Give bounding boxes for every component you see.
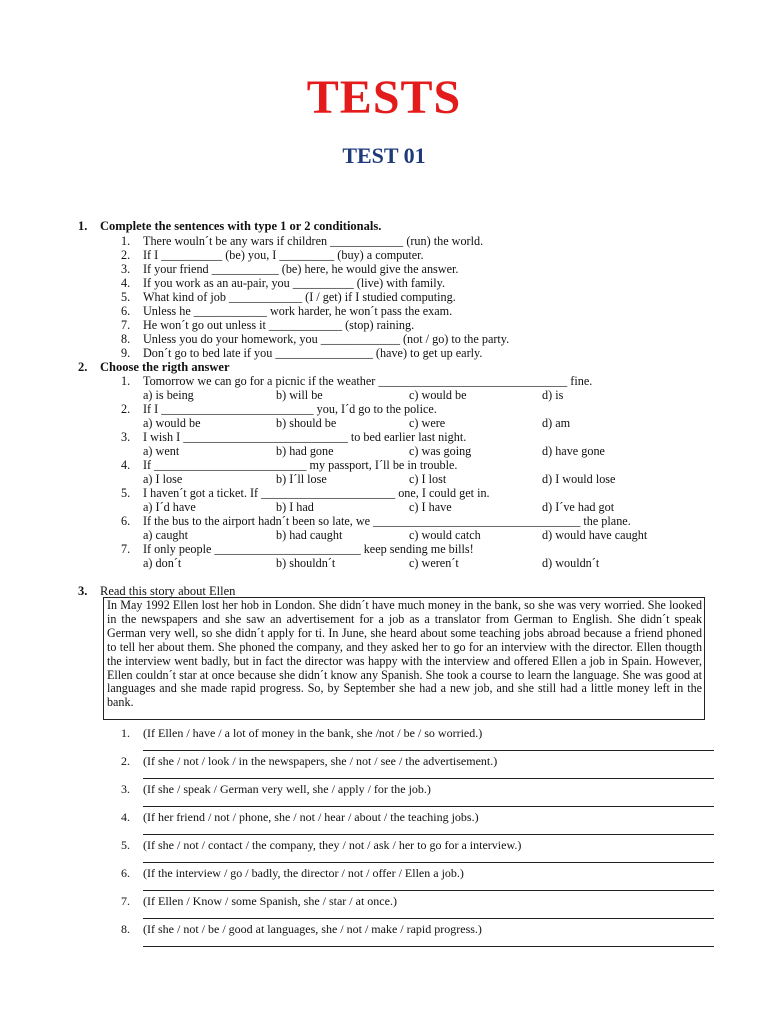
answer-line[interactable] — [143, 862, 714, 863]
rewrite-item: 5. (If she / not / contact / the company, they / not / ask / her to go for a interview.) — [121, 838, 522, 852]
exercise-1-item: 8. Unless you do your homework, you _____________ (not / go) to the party. — [121, 332, 510, 346]
answer-option: b) should be — [276, 416, 337, 430]
answer-option: b) will be — [276, 388, 323, 402]
rewrite-item: 6. (If the interview / go / badly, the director / not / offer / Ellen a job.) — [121, 866, 464, 880]
answer-option: d) is — [542, 388, 564, 402]
answer-option: b) shouldn´t — [276, 556, 336, 570]
answer-line[interactable] — [143, 946, 714, 947]
rewrite-item: 7. (If Ellen / Know / some Spanish, she / star / at once.) — [121, 894, 397, 908]
exercise-1-item: 1. There wouln´t be any wars if children ____________ (run) the world. — [121, 234, 484, 248]
answer-option: c) weren´t — [409, 556, 459, 570]
rewrite-item: 3. (If she / speak / German very well, she / apply / for the job.) — [121, 782, 431, 796]
answer-option: a) I´d have — [143, 500, 196, 514]
exercise-1-item: 7. He won´t go out unless it ____________ (stop) raining. — [121, 318, 415, 332]
answer-option: a) is being — [143, 388, 194, 402]
answer-option: d) I would lose — [542, 472, 616, 486]
exercise-2-question: 4. If _________________________ my passport, I´ll be in trouble. — [121, 458, 458, 472]
section-title: Choose the rigth answer — [100, 360, 230, 374]
exercise-1-item: 5. What kind of job ____________ (I / get) if I studied computing. — [121, 290, 456, 304]
answer-option: b) I had — [276, 500, 314, 514]
answer-option: d) would have caught — [542, 528, 648, 542]
answer-line[interactable] — [143, 778, 714, 779]
answer-option: c) I lost — [409, 472, 447, 486]
answer-option: a) I lose — [143, 472, 183, 486]
section-number: 2. — [78, 360, 88, 374]
answer-line[interactable] — [143, 806, 714, 807]
answer-option: c) would catch — [409, 528, 481, 542]
section-title: Read this story about Ellen — [100, 584, 236, 598]
rewrite-item: 2. (If she / not / look / in the newspapers, she / not / see / the advertisement.) — [121, 754, 498, 768]
answer-option: c) would be — [409, 388, 467, 402]
section-2-heading — [78, 360, 230, 375]
exercise-2-question: 7. If only people ________________________ keep sending me bills! — [121, 542, 474, 556]
answer-option: d) I´ve had got — [542, 500, 615, 514]
section-number: 1. — [78, 219, 88, 233]
page-title: TESTS — [306, 71, 462, 124]
answer-option: d) am — [542, 416, 571, 430]
answer-line[interactable] — [143, 750, 714, 751]
rewrite-item: 8. (If she / not / be / good at languages, she / not / make / rapid progress.) — [121, 922, 482, 936]
answer-option: d) wouldn´t — [542, 556, 600, 570]
answer-option: d) have gone — [542, 444, 605, 458]
answer-option: b) had gone — [276, 444, 334, 458]
answer-option: a) caught — [143, 528, 189, 542]
exercise-1-item: 9. Don´t go to bed late if you ________________ (have) to get up early. — [121, 346, 483, 360]
story-box: In May 1992 Ellen lost her hob in London. She didn´t have much money in the bank, so she was very worried. She looked in the newspapers and she saw an advertisement for a job as a translator from German to English. She didn´t speak German very well, so she didn´t apply for ti. In June, she heard about some teaching jobs abroad because a friend phoned to tell her about them. She phoned the company, and they asked her to go for an interview with the director. Ellen thougth the interview went badly, but in fact the director was happy with the interview and offered Ellen a job in Spain. However, Ellen couldn´t star at once because she didn´t know any Spanish. She took a course to learn the language. She was good at languages and she made rapid progress. So, by September she had a new job, and she still had a little money left in the bank. — [103, 597, 705, 720]
exercise-2-question: 1. Tomorrow we can go for a picnic if the weather _______________________________ fine. — [121, 374, 593, 388]
exercise-2-question: 6. If the bus to the airport hadn´t been so late, we __________________________________ the plane. — [121, 514, 631, 528]
page-subtitle: TEST 01 — [342, 143, 426, 168]
answer-option: a) went — [143, 444, 180, 458]
exercise-2-question: 5. I haven´t got a ticket. If ______________________ one, I could get in. — [121, 486, 490, 500]
section-number: 3. — [78, 584, 88, 598]
answer-option: c) were — [409, 416, 446, 430]
answer-option: b) I´ll lose — [276, 472, 327, 486]
exercise-2-question: 2. If I _________________________ you, I´d go to the police. — [121, 402, 437, 416]
exercise-1-item: 6. Unless he ____________ work harder, he won´t pass the exam. — [121, 304, 453, 318]
rewrite-item: 1. (If Ellen / have / a lot of money in the bank, she /not / be / so worried.) — [121, 726, 483, 740]
answer-option: a) would be — [143, 416, 201, 430]
section-title: Complete the sentences with type 1 or 2 conditionals. — [100, 219, 382, 233]
answer-line[interactable] — [143, 834, 714, 835]
answer-option: a) don´t — [143, 556, 182, 570]
answer-line[interactable] — [143, 918, 714, 919]
section-1-heading — [78, 219, 381, 234]
rewrite-item: 4. (If her friend / not / phone, she / not / hear / about / the teaching jobs.) — [121, 810, 479, 824]
exercise-2-question: 3. I wish I ___________________________ to bed earlier last night. — [121, 430, 467, 444]
answer-line[interactable] — [143, 890, 714, 891]
exercise-1-item: 2. If I __________ (be) you, I _________ (buy) a computer. — [121, 248, 424, 262]
exercise-1-item: 3. If your friend ___________ (be) here, he would give the answer. — [121, 262, 459, 276]
answer-option: c) was going — [409, 444, 472, 458]
exercise-1-item: 4. If you work as an au-pair, you __________ (live) with family. — [121, 276, 445, 290]
answer-option: c) I have — [409, 500, 452, 514]
answer-option: b) had caught — [276, 528, 343, 542]
